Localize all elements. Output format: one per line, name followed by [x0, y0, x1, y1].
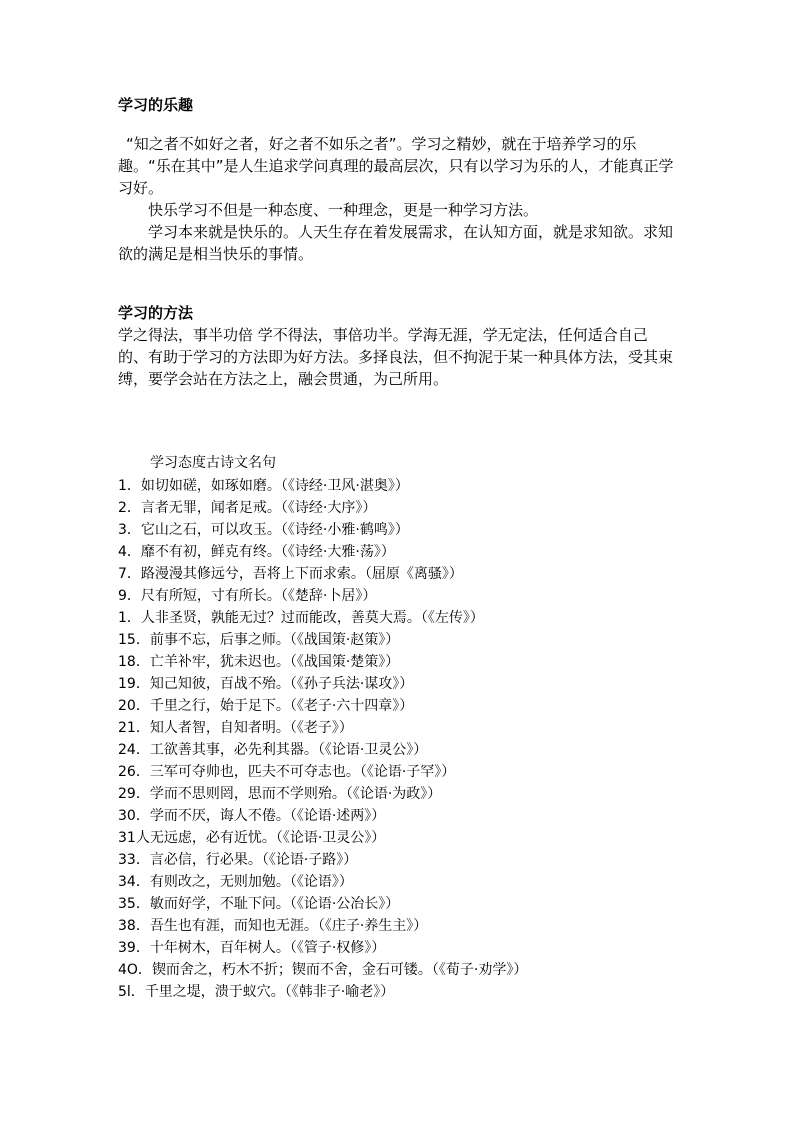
quotes-list: [118, 475, 527, 1003]
quote-text: 尺有所短，寸有所长。（《楚辞·卜居》）: [140, 588, 377, 604]
quote-text: 它山之石，可以攻玉。（《诗经·小雅·鹤鸣》）: [140, 522, 409, 538]
quote-item: [118, 739, 527, 761]
quote-number: 9．: [118, 588, 141, 604]
quote-item: [118, 585, 527, 607]
quote-text: 敏而好学，不耻下问。（《论语·公冶长》）: [149, 896, 400, 912]
quote-number: 34．: [118, 874, 150, 890]
quote-number: 5l．: [118, 984, 145, 1000]
quote-text: 亡羊补牢，犹未迟也。（《战国策·楚策》）: [149, 654, 400, 670]
quote-item: [118, 695, 527, 717]
quote-number: 33．: [118, 852, 150, 868]
quote-item: [118, 937, 527, 959]
quote-item: [118, 761, 527, 783]
quote-text: 人无远虑，必有近忧。（《论语·卫灵公》）: [135, 830, 386, 846]
quote-item: [118, 651, 527, 673]
quote-text: 路漫漫其修远兮，吾将上下而求索。（屈原《离骚》）: [140, 566, 463, 582]
quote-number: 24．: [118, 742, 150, 758]
quote-text: 锲而舍之，朽木不折；锲而不舍，金石可镂。（《荀子·劝学》）: [151, 962, 528, 978]
quote-number: 20．: [118, 698, 150, 714]
quote-text: 知人者智，自知者明。（《老子》）: [149, 720, 353, 736]
quote-item: [118, 849, 527, 871]
quote-number: 4O．: [118, 962, 152, 978]
quote-number: 31: [118, 830, 136, 846]
quote-item: [118, 563, 527, 585]
quote-number: 15．: [118, 632, 150, 648]
quote-text: 千里之行，始于足下。（《老子·六十四章》）: [149, 698, 414, 714]
quote-number: 29．: [118, 786, 150, 802]
quote-number: 38．: [118, 918, 150, 934]
quote-text: 知己知彼，百战不殆。（《孙子兵法·谋攻》）: [149, 676, 414, 692]
paragraph-learning-fun-3: 学习本来就是快乐的。人天生存在着发展需求，在认知方面，就是求知欲。求知欲的满足是相当快乐的事情。: [118, 223, 674, 263]
quote-number: 1．: [118, 478, 141, 494]
section-title-learning-method: 学习的方法: [118, 304, 194, 322]
quote-number: 3．: [118, 522, 141, 538]
quote-number: 35．: [118, 896, 150, 912]
quote-item: [118, 717, 527, 739]
quote-item: [118, 827, 527, 849]
quote-item: [118, 871, 527, 893]
quote-number: 26．: [118, 764, 150, 780]
quote-item: [118, 475, 527, 497]
quote-item: [118, 893, 527, 915]
quote-number: 30．: [118, 808, 150, 824]
quote-text: 学而不厌，诲人不倦。（《论语·述两》）: [149, 808, 386, 824]
quote-text: 人非圣贤，孰能无过？过而能改，善莫大焉。（《左传》）: [140, 610, 484, 626]
quote-text: 工欲善其事，必先利其器。（《论语·卫灵公》）: [149, 742, 428, 758]
quote-number: 21．: [118, 720, 150, 736]
quote-item: [118, 607, 527, 629]
quote-text: 靡不有初，鲜克有终。（《诗经·大雅·荡》）: [140, 544, 395, 560]
quote-text: 学而不思则罔，思而不学则殆。（《论语·为政》）: [149, 786, 442, 802]
quote-item: [118, 981, 527, 1003]
quote-item: [118, 783, 527, 805]
quote-text: 如切如磋，如琢如磨。（《诗经·卫风·湛奥》）: [140, 478, 409, 494]
paragraph-learning-method: 学之得法，事半功倍 学不得法，事倍功半。学海无涯，学无定法，任何适合自己的、有助于学习的方法即为好方法。多择良法，但不拘泥于某一种具体方法，受其束缚，要学会站在方法之上，融会贯通，为己所用。: [118, 326, 674, 388]
quote-item: [118, 519, 527, 541]
quote-number: 2．: [118, 500, 141, 516]
quote-text: 前事不忘，后事之师。（《战国策·赵策》）: [149, 632, 400, 648]
quote-text: 三军可夺帅也，匹夫不可夺志也。（《论语·子罕》）: [149, 764, 456, 780]
quote-item: [118, 915, 527, 937]
quote-text: 吾生也有涯，而知也无涯。（《庄子·养生主》）: [149, 918, 428, 934]
quote-item: [118, 673, 527, 695]
section-title-learning-fun: 学习的乐趣: [118, 96, 194, 114]
paragraph-learning-fun-1: “知之者不如好之者，好之者不如乐之者”。学习之精妙，就在于培养学习的乐趣。“乐在其中”是人生追求学问真理的最高层次，只有以学习为乐的人，才能真正学习好。: [118, 135, 674, 197]
quote-number: 4．: [118, 544, 141, 560]
quote-number: 18．: [118, 654, 150, 670]
quote-number: 19．: [118, 676, 150, 692]
quote-item: [118, 541, 527, 563]
quote-text: 十年树木，百年树人。（《管子·权修》）: [149, 940, 386, 956]
quote-number: 7．: [118, 566, 141, 582]
quote-text: 有则改之，无则加勉。（《论语》）: [149, 874, 353, 890]
quote-number: 39．: [118, 940, 150, 956]
paragraph-learning-fun-2: 快乐学习不但是一种态度、一种理念，更是一种学习方法。: [148, 201, 539, 219]
quote-text: 言者无罪，闻者足戒。（《诗经·大序》）: [140, 500, 377, 516]
quote-item: [118, 959, 527, 981]
quote-item: [118, 805, 527, 827]
quote-text: 言必信，行必果。（《论语·子路》）: [149, 852, 358, 868]
quote-item: [118, 497, 527, 519]
quote-text: 千里之堤，溃于蚁穴。（《韩非子·喻老》）: [144, 984, 395, 1000]
quote-number: 1．: [118, 610, 141, 626]
quotes-list-title: 学习态度古诗文名句: [150, 455, 276, 471]
quote-item: [118, 629, 527, 651]
